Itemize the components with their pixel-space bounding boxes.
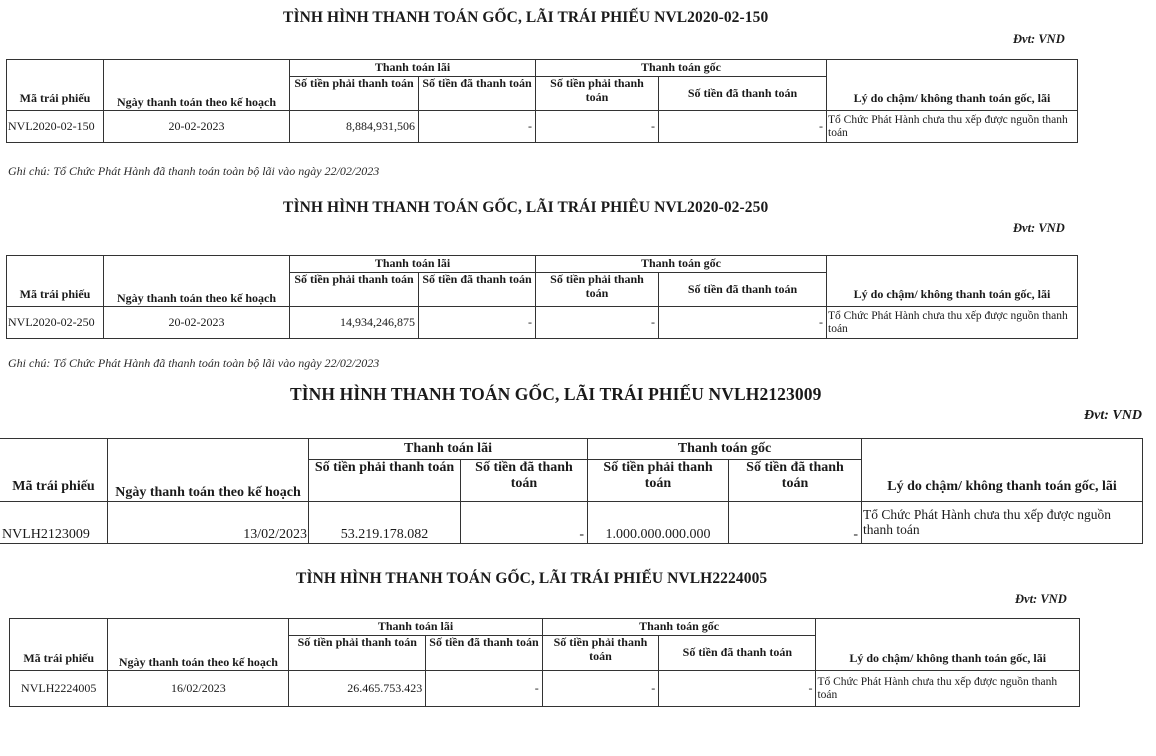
header-principal-group: Thanh toán gốc — [588, 439, 862, 460]
cell-bond-code: NVL2020-02-150 — [7, 111, 104, 143]
header-principal-due: Số tiền phải thanh toán — [542, 636, 659, 671]
section-title: TÌNH HÌNH THANH TOÁN GỐC, LÃI TRÁI PHIẾU NVLH2123009 — [290, 384, 822, 404]
header-principal-due: Số tiền phải thanh toán — [588, 460, 729, 502]
cell-principal-due: - — [536, 111, 659, 143]
header-interest-group: Thanh toán lãi — [309, 439, 588, 460]
cell-reason: Tổ Chức Phát Hành chưa thu xếp được nguồn thanh toán — [816, 671, 1080, 707]
cell-interest-paid: - — [426, 671, 543, 707]
table-row — [7, 111, 1078, 143]
cell-reason: Tổ Chức Phát Hành chưa thu xếp được nguồn thanh toán — [862, 502, 1143, 544]
cell-reason: Tổ Chức Phát Hành chưa thu xếp được nguồn thanh toán — [827, 307, 1078, 339]
cell-principal-paid: - — [659, 671, 816, 707]
header-bond-code: Mã trái phiếu — [10, 619, 108, 671]
cell-interest-due: 14,934,246,875 — [290, 307, 419, 339]
header-planned-date: Ngày thanh toán theo kế hoạch — [104, 256, 290, 307]
cell-principal-due: - — [536, 307, 659, 339]
header-interest-group: Thanh toán lãi — [290, 60, 536, 77]
header-principal-paid: Số tiền đã thanh toán — [659, 636, 816, 671]
cell-principal-due: - — [542, 671, 659, 707]
header-principal-paid: Số tiền đã thanh toán — [659, 77, 827, 111]
unit-label: Đvt: VND — [1013, 32, 1065, 46]
cell-interest-paid: - — [419, 307, 536, 339]
cell-planned-date: 20-02-2023 — [104, 111, 290, 143]
cell-interest-paid: - — [419, 111, 536, 143]
header-reason: Lý do chậm/ không thanh toán gốc, lãi — [827, 60, 1078, 111]
bond-payment-table — [6, 59, 1078, 143]
header-interest-due: Số tiền phải thanh toán — [290, 77, 419, 111]
header-interest-group: Thanh toán lãi — [290, 256, 536, 273]
cell-bond-code: NVLH2224005 — [10, 671, 108, 707]
cell-principal-due: 1.000.000.000.000 — [588, 502, 729, 544]
cell-principal-paid: - — [729, 502, 862, 544]
cell-planned-date: 16/02/2023 — [108, 671, 289, 707]
unit-label: Đvt: VND — [1084, 408, 1142, 423]
header-interest-paid: Số tiền đã thanh toán — [419, 273, 536, 307]
cell-bond-code: NVLH2123009 — [0, 502, 108, 544]
header-interest-due: Số tiền phải thanh toán — [309, 460, 461, 502]
unit-label: Đvt: VND — [1015, 592, 1067, 606]
note-text: Ghi chú: Tổ Chức Phát Hành đã thanh toán toàn bộ lãi vào ngày 22/02/2023 — [8, 356, 380, 370]
header-bond-code: Mã trái phiếu — [7, 256, 104, 307]
header-principal-due: Số tiền phải thanh toán — [536, 77, 659, 111]
section-title: TÌNH HÌNH THANH TOÁN GỐC, LÃI TRÁI PHIẾU NVLH2224005 — [296, 570, 768, 587]
header-planned-date: Ngày thanh toán theo kế hoạch — [108, 619, 289, 671]
header-reason: Lý do chậm/ không thanh toán gốc, lãi — [862, 439, 1143, 502]
section-title: TÌNH HÌNH THANH TOÁN GỐC, LÃI TRÁI PHIÊU NVL2020-02-250 — [283, 199, 769, 216]
header-principal-paid: Số tiền đã thanh toán — [659, 273, 827, 307]
cell-principal-paid: - — [659, 111, 827, 143]
header-planned-date: Ngày thanh toán theo kế hoạch — [104, 60, 290, 111]
cell-reason: Tổ Chức Phát Hành chưa thu xếp được nguồn thanh toán — [827, 111, 1078, 143]
header-principal-group: Thanh toán gốc — [536, 256, 827, 273]
header-principal-paid: Số tiền đã thanh toán — [729, 460, 862, 502]
bond-payment-table — [0, 438, 1143, 544]
header-reason: Lý do chậm/ không thanh toán gốc, lãi — [827, 256, 1078, 307]
cell-interest-due: 26.465.753.423 — [289, 671, 426, 707]
header-principal-group: Thanh toán gốc — [542, 619, 816, 636]
header-reason: Lý do chậm/ không thanh toán gốc, lãi — [816, 619, 1080, 671]
note-text: Ghi chú: Tổ Chức Phát Hành đã thanh toán toàn bộ lãi vào ngày 22/02/2023 — [8, 164, 380, 178]
header-bond-code: Mã trái phiếu — [0, 439, 108, 502]
header-principal-due: Số tiền phải thanh toán — [536, 273, 659, 307]
header-interest-due: Số tiền phải thanh toán — [290, 273, 419, 307]
header-principal-group: Thanh toán gốc — [536, 60, 827, 77]
table-row — [10, 671, 1080, 707]
unit-label: Đvt: VND — [1013, 221, 1065, 235]
section-title: TÌNH HÌNH THANH TOÁN GỐC, LÃI TRÁI PHIẾU NVL2020-02-150 — [283, 9, 769, 26]
header-interest-due: Số tiền phải thanh toán — [289, 636, 426, 671]
bond-payment-table — [6, 255, 1078, 339]
table-row — [0, 502, 1143, 544]
header-planned-date: Ngày thanh toán theo kế hoạch — [108, 439, 309, 502]
header-interest-group: Thanh toán lãi — [289, 619, 542, 636]
header-bond-code: Mã trái phiếu — [7, 60, 104, 111]
cell-interest-paid: - — [461, 502, 588, 544]
header-interest-paid: Số tiền đã thanh toán — [419, 77, 536, 111]
table-row — [7, 307, 1078, 339]
bond-payment-table — [9, 618, 1080, 707]
header-interest-paid: Số tiền đã thanh toán — [461, 460, 588, 502]
cell-principal-paid: - — [659, 307, 827, 339]
cell-planned-date: 13/02/2023 — [108, 502, 309, 544]
cell-interest-due: 53.219.178.082 — [309, 502, 461, 544]
cell-interest-due: 8,884,931,506 — [290, 111, 419, 143]
header-interest-paid: Số tiền đã thanh toán — [426, 636, 543, 671]
cell-planned-date: 20-02-2023 — [104, 307, 290, 339]
cell-bond-code: NVL2020-02-250 — [7, 307, 104, 339]
